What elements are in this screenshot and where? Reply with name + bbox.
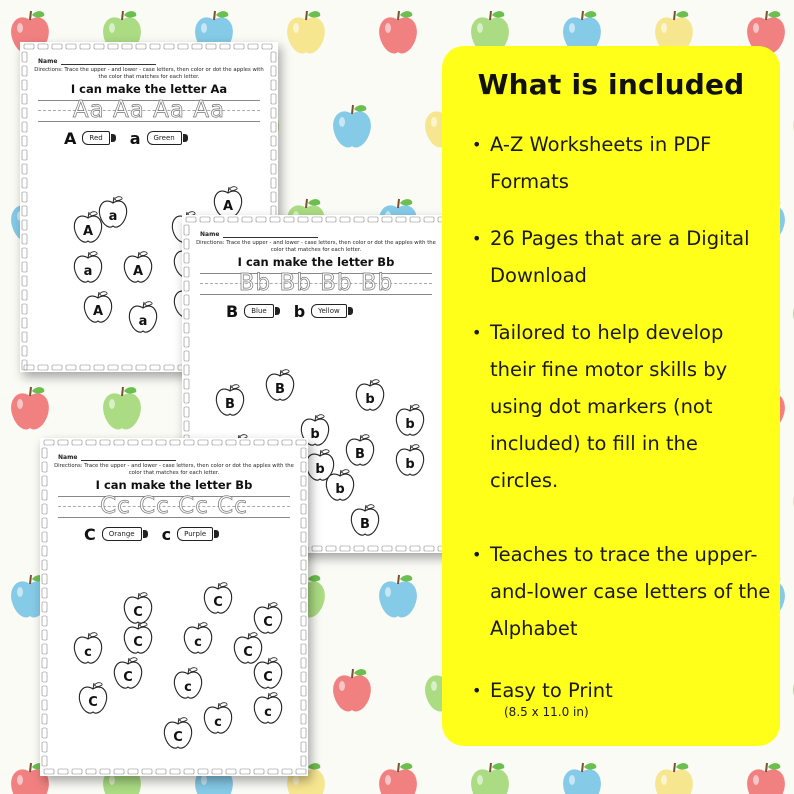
upper-letter: C bbox=[84, 524, 96, 544]
bullet-icon: • bbox=[472, 229, 482, 248]
apple-letter: b bbox=[405, 417, 415, 432]
whats-included-panel bbox=[442, 46, 780, 746]
outline-apple-icon bbox=[351, 505, 378, 535]
feature-text: Easy to Print bbox=[490, 679, 613, 702]
outline-apple-icon bbox=[74, 633, 101, 663]
page-size-note: (8.5 x 11.0 in) bbox=[504, 705, 589, 719]
outline-apple-icon bbox=[214, 187, 241, 217]
outline-apple-icon bbox=[84, 292, 111, 322]
apple-letter: A bbox=[82, 224, 94, 239]
apple-letter: a bbox=[138, 314, 148, 329]
apple-letter: A bbox=[222, 199, 234, 214]
bullet-icon: • bbox=[472, 135, 482, 154]
upper-letter: B bbox=[226, 301, 239, 321]
bg-apple-icon bbox=[563, 763, 601, 794]
trace-letters: Aa Aa Aa Aa bbox=[72, 97, 226, 123]
name-label: Name bbox=[200, 231, 220, 238]
outline-apple-icon bbox=[356, 380, 383, 410]
bg-apple-icon bbox=[333, 105, 371, 147]
outline-apple-icon bbox=[204, 703, 231, 733]
worksheet-title: I can make the letter Bb bbox=[237, 255, 395, 269]
dot-marker-upper: Blue bbox=[244, 304, 274, 318]
bullet-icon: • bbox=[472, 545, 482, 564]
feature-item bbox=[472, 126, 772, 200]
apple-letter: B bbox=[275, 382, 285, 397]
outline-apple-icon bbox=[124, 593, 151, 623]
outline-apple-icon bbox=[234, 633, 261, 663]
bg-apple-icon bbox=[655, 763, 693, 794]
feature-text: Teaches to trace the upper-and-lower case letters of the Alphabet bbox=[490, 543, 771, 640]
lower-letter: a bbox=[129, 128, 141, 148]
outline-apple-icon bbox=[396, 445, 423, 475]
apple-letter: C bbox=[263, 670, 273, 685]
apple-letter: c bbox=[184, 680, 192, 695]
apple-letter: c bbox=[264, 705, 272, 720]
lower-letter: c bbox=[161, 524, 172, 544]
outline-apple-icon bbox=[124, 623, 151, 653]
apple-letter: C bbox=[213, 595, 223, 610]
apple-letter: C bbox=[173, 730, 183, 745]
bg-apple-icon bbox=[333, 669, 371, 711]
apple-grid bbox=[54, 452, 294, 762]
bg-apple-icon bbox=[287, 11, 325, 53]
apple-letter: b bbox=[315, 462, 325, 477]
apple-letter: C bbox=[243, 645, 253, 660]
apple-letter: C bbox=[88, 695, 98, 710]
bullet-icon: • bbox=[472, 323, 482, 342]
apple-letter: b bbox=[335, 482, 345, 497]
bg-apple-icon bbox=[379, 763, 417, 794]
trace-letters: Cc Cc Cc Cc bbox=[100, 493, 248, 519]
outline-apple-icon bbox=[254, 693, 281, 723]
bg-apple-icon bbox=[379, 575, 417, 617]
apple-letter: c bbox=[194, 635, 202, 650]
apple-letter: B bbox=[360, 517, 370, 532]
outline-apple-icon bbox=[204, 583, 231, 613]
outline-apple-icon bbox=[114, 658, 141, 688]
worksheet-title: I can make the letter Aa bbox=[70, 82, 228, 96]
outline-apple-icon bbox=[129, 302, 156, 332]
worksheet-title: I can make the letter Bb bbox=[95, 478, 253, 492]
apple-letter: c bbox=[214, 715, 222, 730]
name-label: Name bbox=[58, 454, 78, 461]
outline-apple-icon bbox=[74, 212, 101, 242]
trace-letters: Bb Bb Bb Bb bbox=[238, 270, 394, 296]
name-label: Name bbox=[38, 58, 58, 65]
bg-apple-icon bbox=[471, 763, 509, 794]
apple-letter: C bbox=[263, 615, 273, 630]
bg-apple-icon bbox=[747, 763, 785, 794]
outline-apple-icon bbox=[396, 405, 423, 435]
apple-letter: c bbox=[84, 645, 92, 660]
apple-letter: b bbox=[405, 457, 415, 472]
outline-apple-icon bbox=[124, 252, 151, 282]
outline-apple-icon bbox=[79, 683, 106, 713]
dot-marker-lower: Green bbox=[147, 131, 182, 145]
outline-apple-icon bbox=[216, 385, 243, 415]
feature-item bbox=[472, 220, 772, 294]
feature-item bbox=[472, 672, 772, 719]
bullet-icon: • bbox=[472, 681, 482, 700]
feature-text: Tailored to help develop their fine motor skills by using dot markers (not included) to fill in the circles. bbox=[490, 321, 728, 492]
apple-letter: C bbox=[133, 605, 143, 620]
panel-title: What is included bbox=[477, 68, 745, 101]
apple-letter: a bbox=[108, 209, 118, 224]
dot-marker-lower: Yellow bbox=[311, 304, 347, 318]
outline-apple-icon bbox=[254, 603, 281, 633]
feature-item bbox=[472, 314, 772, 499]
directions-text: Directions: Trace the upper - and lower - case letters, then color or dot the apples with the color that matches for each letter. bbox=[54, 463, 294, 476]
outline-apple-icon bbox=[346, 435, 373, 465]
worksheet-letter-c bbox=[40, 438, 308, 776]
directions-text: Directions: Trace the upper - and lower - case letters, then color or dot the apples with the color that matches for each letter. bbox=[196, 240, 436, 253]
apple-letter: C bbox=[123, 670, 133, 685]
apple-letter: b bbox=[310, 427, 320, 442]
bg-apple-icon bbox=[11, 387, 49, 429]
apple-letter: B bbox=[355, 447, 365, 462]
apple-letter: A bbox=[132, 264, 144, 279]
dot-marker-upper: Red bbox=[82, 131, 109, 145]
bg-apple-icon bbox=[379, 11, 417, 53]
apple-letter: a bbox=[83, 264, 93, 279]
dot-marker-upper: Orange bbox=[102, 527, 142, 541]
feature-text: A-Z Worksheets in PDF Formats bbox=[490, 133, 712, 193]
lower-letter: b bbox=[293, 301, 306, 321]
outline-apple-icon bbox=[266, 370, 293, 400]
feature-text: 26 Pages that are a Digital Download bbox=[490, 227, 750, 287]
outline-apple-icon bbox=[99, 197, 126, 227]
outline-apple-icon bbox=[164, 718, 191, 748]
outline-apple-icon bbox=[254, 658, 281, 688]
dot-marker-lower: Purple bbox=[177, 527, 213, 541]
outline-apple-icon bbox=[184, 623, 211, 653]
upper-letter: A bbox=[64, 128, 77, 148]
outline-apple-icon bbox=[174, 668, 201, 698]
bg-apple-icon bbox=[103, 387, 141, 429]
apple-letter: B bbox=[225, 397, 235, 412]
outline-apple-icon bbox=[74, 252, 101, 282]
feature-item bbox=[472, 536, 772, 647]
apple-letter: A bbox=[92, 304, 104, 319]
directions-text: Directions: Trace the upper - and lower - case letters, then color or dot the apples with the color that matches for each letter. bbox=[34, 67, 264, 80]
apple-letter: C bbox=[133, 635, 143, 650]
apple-letter: b bbox=[365, 392, 375, 407]
